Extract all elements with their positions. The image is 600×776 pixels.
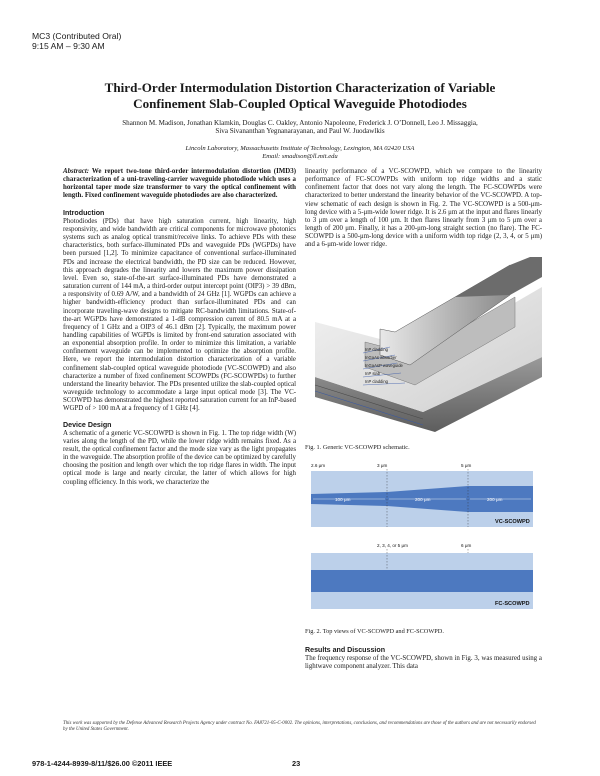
- ridge-wall: [455, 257, 542, 297]
- title-line-1: Third-Order Intermodulation Distortion Characterization of Variable: [104, 80, 496, 95]
- authors-line-2: Siva Sivananthan Yegnanarayanan, and Paul W. Juodawlkis: [215, 127, 385, 136]
- right-column: [305, 168, 542, 679]
- fc-label: FC-SCOWPD: [495, 601, 530, 608]
- vc-scowpd-schematic: [305, 257, 542, 437]
- results-text: The frequency response of the VC-SCOWPD, shown in Fig. 3, was measured using a lightwave component analyzer. This data: [305, 655, 542, 671]
- figure-1: [305, 257, 542, 452]
- vc-length-1: 100 μm: [335, 497, 351, 503]
- page-number: 23: [292, 759, 301, 768]
- vc-width-output: 5 μm: [461, 463, 472, 469]
- authors-line-1: Shannon M. Madison, Jonathan Klamkin, Douglas C. Oakley, Antonio Napoleone, Frederick J. O’Donnell, Leo J. Missaggia,: [122, 119, 478, 127]
- intro-text: Photodiodes (PDs) that have high saturation current, high linearity, high responsivity, and wide bandwidth are critical components for microwave photonics systems such as analog optical transmit/receive links. To achieve PDs with these characteristics, both surface-illuminated PDs and waveguide PDs (WGPDs) have been pursued [1,2]. To minimize capacitance of conventional surface-illuminated PDs and increase the electrical bandwidth, the PD size can be reduced. However, this approach degrades the linearity and lowers the maximum power dissipation level. Even so, state-of-the-art surface-illuminated PDs have demonstrated a saturation current of 144 mA, a third-order output intercept point (OIP3) > 39 dBm, a responsivity of 0.69 A/W, and a bandwidth of 24 GHz [1]. WGPDs can achieve a higher bandwidth-efficiency product than surface-illuminated PDs and can incorporate traveling-wave designs to mitigate RC-bandwidth limitations. State-of-the-art WGPDs have demonstrated a 1-dB compression current of 80.5 mA at a frequency of 1 GHz and a OIP3 of 46.1 dBm [2]. Typically, the maximum power handling capabilities of WGPDs is limited by front-end saturation associated with an exponential absorption profile. In order to minimize this limitation, a variable confinement waveguide can be implemented to optimize the absorption profile. Here, we report the intermodulation distortion characterization of a variable confinement slab-coupled optical waveguide photodiode (VC-SCOWPD) and also characterize a number of fixed confinement SCOWPDs (FC-SCOWPDs) to further understand the linearity behavior. The PDs presented utilize the slab-coupled optical waveguide technology to accommodate a large input optical mode [3]. The VC-SCOWPD has demonstrated the highest reported saturation current for an InP-based WGPD of > 100 mA at a frequency of 1 GHz [4].: [63, 217, 296, 413]
- affiliation: Lincoln Laboratory, Massachusetts Institute of Technology, Lexington, MA 02420 USA: [185, 145, 415, 152]
- abstract-lead: Abstract:: [63, 168, 90, 175]
- device-design-text: A schematic of a generic VC-SCOWPD is shown in Fig. 1. The top ridge width (W) varies along the length of the PD, while the lower ridge width remains fixed. As a result, the optical confinement factor and the mode size vary as the light propagates in the waveguide. The absorption profile of the device can be optimized by carefully choosing the position and length over which the top ridge flares in width. The input optical mode is large and nearly circular, the latter of which allows for high coupling efficiency. In this work, we characterize the: [63, 429, 296, 486]
- fig1-label-slab: InP slab: [365, 370, 381, 376]
- funding-footnote: This work was supported by the Defense Advanced Research Projects Agency under contract No. FA8721-05-C-0002. The opinions, interpretations, conclusions, and recommendations are those of the authors and are not necessarily endorsed by the United States Government.: [63, 721, 536, 732]
- fc-upper-ridge: [311, 570, 533, 592]
- fig1-label-cladding-bottom: InP cladding: [365, 378, 388, 384]
- left-column: [63, 168, 296, 494]
- figure-2-caption: Fig. 2. Top views of VC-SCOWPD and FC-SCOWPD.: [305, 628, 444, 636]
- abstract: [63, 168, 296, 201]
- session-time: 9:15 AM – 9:30 AM: [32, 41, 105, 52]
- abstract-text: We report two-tone third-order intermodulation distortion (IMD3) characterization of a uni-traveling-carrier waveguide photodiode which uses a horizontal taper mode size transformer to vary the optical confinement with length. Fixed confinement waveguide photodiodes are also characterized.: [63, 168, 296, 200]
- vc-width-input: 2.6 μm: [311, 463, 326, 469]
- session-header: [32, 31, 121, 52]
- device-design-heading: Device Design: [63, 420, 112, 429]
- fig1-label-cladding-top: InP cladding: [365, 346, 388, 352]
- top-view-diagrams: [305, 461, 542, 621]
- vc-length-2: 200 μm: [415, 497, 431, 503]
- figure-2: [305, 461, 542, 636]
- vc-width-mid: 3 μm: [377, 463, 388, 469]
- title-line-2: Confinement Slab-Coupled Optical Waveguide Photodiodes: [133, 95, 467, 111]
- vc-label: VC-SCOWPD: [495, 519, 530, 526]
- affiliation-block: [60, 145, 540, 160]
- fc-width-top: 2, 3, 4, or 5 μm: [377, 543, 408, 549]
- fig1-label-absorber: InGaAs absorber: [365, 354, 397, 360]
- footer-isbn: 978-1-4244-8939-8/11/$26.00 ©2011 IEEE: [32, 759, 173, 768]
- figure-1-caption: Fig. 1. Generic VC-SCOWPD schematic.: [305, 443, 410, 451]
- vc-length-3: 200 μm: [487, 497, 503, 503]
- intro-heading: Introduction: [63, 208, 105, 217]
- fig1-label-waveguide: InGaAsP waveguide: [365, 362, 403, 368]
- author-email: Email: smadison@ll.mit.edu: [262, 152, 338, 160]
- session-code: MC3 (Contributed Oral): [32, 31, 122, 41]
- device-design-continued: linearity performance of a VC-SCOWPD, which we compare to the linearity performance of FC-SCOWPDs with uniform top ridge widths and a static confinement factor that does not vary along the length. The FC-SCOWPDs were characterized to better understand the linearity behavior of the VC-SCOWPD. A top-view schematic of each design is shown in Fig. 2. The VC-SCOWPD is a 500-μm-long device with a 5-μm-wide lower ridge. It is 2.6 μm at the input and flares linearly to 3 μm over a length of 100 μm. It then flares linearly from 3 μm to 5 μm over a length of 200 μm. Finally, it has a 200-μm-long straight section (no flare). The FC-SCOWPD is a 500-μm-long device with a uniform width top ridge (2, 3, 4, or 5 μm) and a 6-μm-wide lower ridge.: [305, 168, 542, 249]
- author-list: [60, 119, 540, 136]
- paper-title: [50, 80, 550, 111]
- results-heading: Results and Discussion: [305, 646, 386, 655]
- fc-width-lower: 6 μm: [461, 543, 472, 549]
